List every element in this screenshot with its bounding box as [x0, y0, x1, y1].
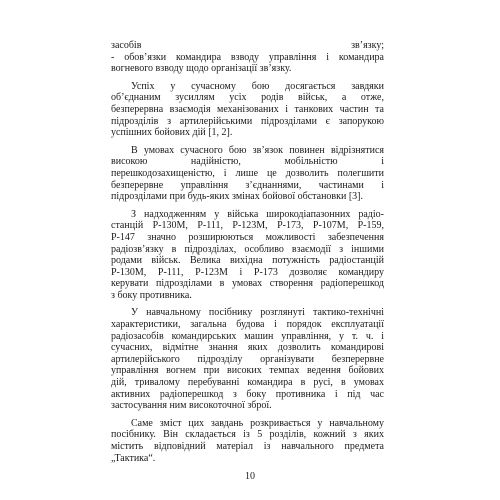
- text-line: перешкодозахищеністю, і лише це дозволить полегшити: [111, 167, 384, 179]
- text-line: дій, тривалому перебуванні командира в русі, в умовах: [111, 377, 384, 389]
- paragraph: [111, 145, 384, 203]
- text-line: станцій Р-130М, Р-111, Р-123М, Р-173, Р-107М, Р-159,: [111, 220, 384, 232]
- text-line: безперервне управління з’єднаннями, частинами і: [111, 179, 384, 191]
- page-number: 10: [245, 471, 255, 482]
- text-line: підрозділів з артилерійськими підрозділами є запорукою: [111, 115, 384, 127]
- text-line: Р-147 значно розширюються можливості забезпечення: [111, 231, 384, 243]
- text-line: „Тактика“.: [111, 452, 156, 464]
- text-line: характеристики, загальна будова і порядок експлуатації: [111, 319, 384, 331]
- paragraph: [111, 418, 384, 464]
- paragraph: [111, 307, 384, 411]
- text-line: управління вогнем при високих темпах ведення бойових: [111, 365, 384, 377]
- text-line: радіозв’язку в підрозділах, особливо взаємодії з іншими: [111, 243, 384, 255]
- paragraph: [111, 40, 384, 75]
- text-line: З надходженням у війська широкодіапазонних радіо-: [131, 208, 384, 220]
- text-line: безперервна взаємодія механізованих і танкових частин та: [111, 103, 384, 115]
- page-body: [111, 40, 384, 464]
- text-line: застосування ним високоточної зброї.: [111, 400, 272, 412]
- text-line: успішних бойових дій [1, 2].: [111, 127, 233, 139]
- text-line: об’єднаним зусиллям усіх родів військ, а отже,: [111, 92, 384, 104]
- text-line: сучасних, відмітне знання яких дозволить командирові: [111, 342, 384, 354]
- text-line: радіозасобів командирських машин управління, у т. ч. і: [111, 330, 384, 342]
- text-line: активних радіоперешкод з боку противника і під час: [111, 388, 384, 400]
- text-line: посібнику. Він складається із 5 розділів, кожний з яких: [111, 429, 384, 441]
- text-line: з боку противника.: [111, 289, 192, 301]
- text-line: засобів зв’язку;: [111, 40, 384, 51]
- text-line: - обов’язки командира взводу управління і командира: [111, 51, 384, 63]
- paragraph: [111, 209, 384, 302]
- text-line: високою надійністю, мобільністю і: [111, 156, 384, 168]
- text-line: Успіх у сучасному бою досягається завдяки: [131, 80, 384, 92]
- text-line: Р-130М, Р-111, Р-123М і Р-173 дозволяє командиру: [111, 266, 384, 278]
- text-line: В умовах сучасного бою зв’язок повинен відрізнятися: [131, 144, 384, 156]
- text-line: У навчальному посібнику розглянуті тактико-технічні: [131, 307, 384, 319]
- text-line: вогневого взводу щодо організації зв’язку.: [111, 63, 292, 75]
- text-line: керувати підрозділами в умовах створення радіоперешкод: [111, 278, 384, 290]
- paragraph: [111, 81, 384, 139]
- text-line: Саме зміст цих завдань розкривається у навчальному: [131, 417, 384, 429]
- text-line: містить відповідний матеріал із навчального предмета: [111, 441, 384, 452]
- text-line: артилерійського підрозділу організувати безперервне: [111, 353, 384, 365]
- text-line: родами військ. Велика вихідна потужність радіостанцій: [111, 255, 384, 267]
- text-line: підрозділами при будь-яких змінах бойової обстановки [3].: [111, 191, 364, 203]
